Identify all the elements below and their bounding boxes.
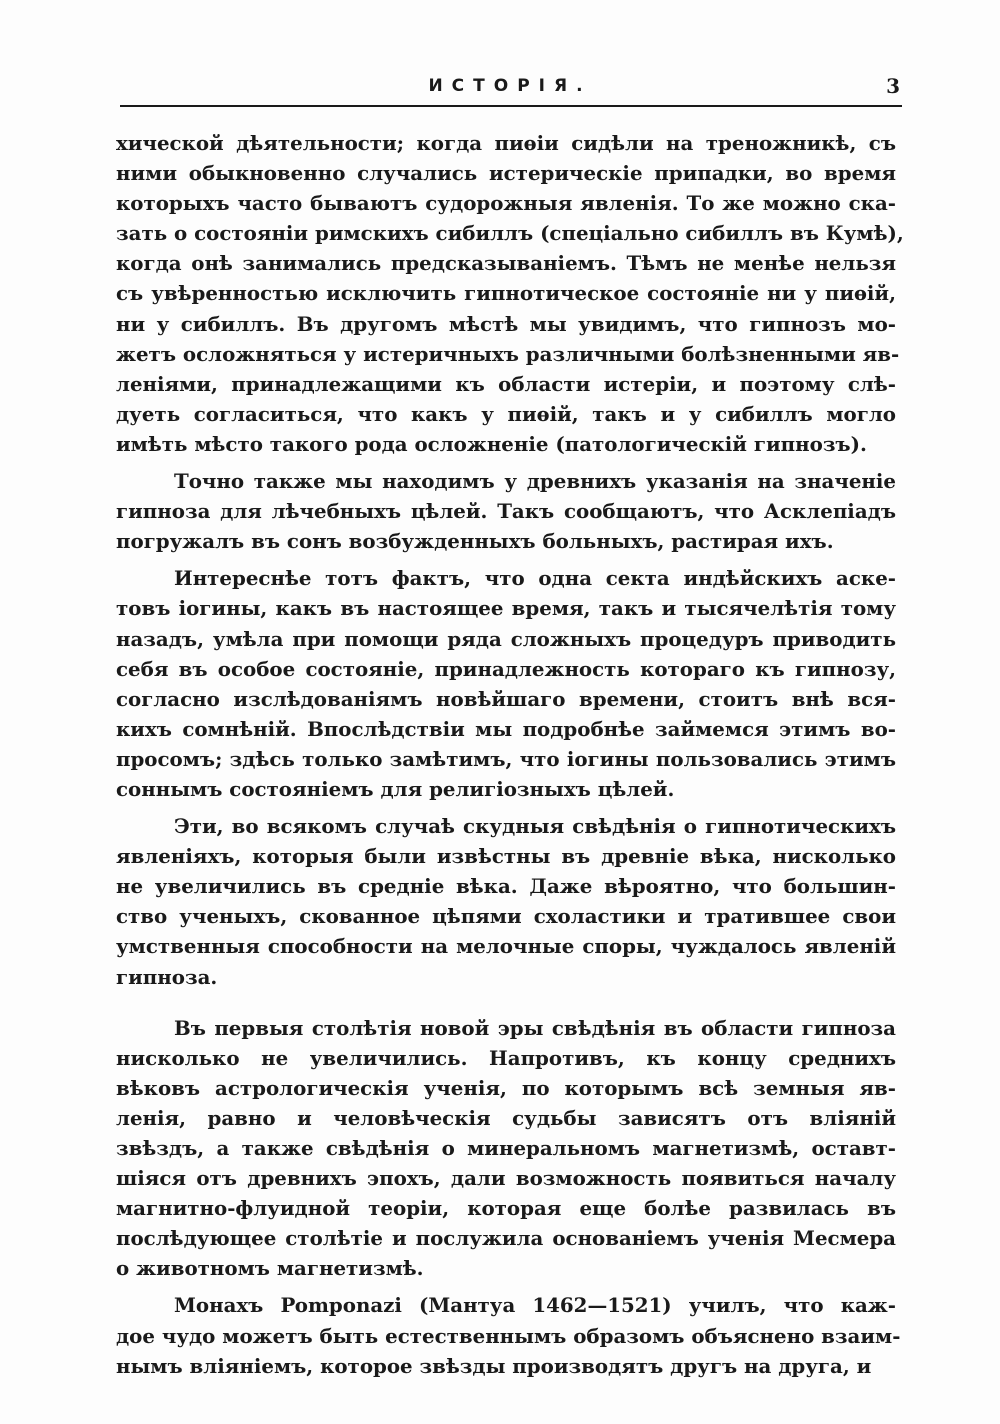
- text-line: леніями, принадлежащими къ области истеріи, и поэтому слѣ-: [116, 371, 896, 396]
- running-title: ИСТОРІЯ.: [428, 76, 592, 96]
- text-line: явленіяхъ, которыя были извѣстны въ древніе вѣка, нисколько: [116, 844, 896, 869]
- header-rule: [120, 105, 902, 107]
- paragraph: [116, 811, 896, 992]
- running-head: [120, 70, 900, 104]
- text-line: Интереснѣе тотъ фактъ, что одна секта индѣйскихъ аске-: [174, 566, 896, 591]
- text-line: о животномъ магнетизмѣ.: [116, 1256, 424, 1281]
- text-line: согласно изслѣдованіямъ новѣйшаго времени, стоитъ внѣ вся-: [116, 686, 896, 711]
- text-line: имѣть мѣсто такого рода осложненіе (патологическій гипнозъ).: [116, 431, 867, 456]
- text-line: Въ первыя столѣтія новой эры свѣдѣнія въ области гипноза: [174, 1015, 896, 1040]
- paragraph: [116, 466, 896, 556]
- text-line: ство ученыхъ, скованное цѣпями схоластики и тратившее свои: [116, 904, 896, 929]
- text-line: зать о состояніи римскихъ сибиллъ (спеціально сибиллъ въ Кумѣ),: [116, 221, 904, 246]
- text-line: соннымъ состояніемъ для религіозныхъ цѣлей.: [116, 776, 675, 801]
- text-line: съ увѣренностью исключить гипнотическое состояніе ни у пиѳій,: [116, 281, 896, 306]
- text-line: Эти, во всякомъ случаѣ скудныя свѣдѣнія о гипнотическихъ: [174, 814, 896, 839]
- text-line: которыхъ часто бываютъ судорожныя явленія. То же можно ска-: [116, 191, 896, 216]
- text-line: жетъ осложняться у истеричныхъ различными болѣзненными яв-: [116, 341, 900, 366]
- text-line: кихъ сомнѣній. Впослѣдствіи мы подробнѣе займемся этимъ во-: [116, 716, 896, 741]
- text-line: Монахъ Pomponazi (Мантуа 1462—1521) училъ, что каж-: [174, 1293, 896, 1318]
- text-line: шіяся отъ древнихъ эпохъ, дали возможность появиться началу: [116, 1166, 896, 1191]
- paragraph: [116, 128, 904, 459]
- text-line: нисколько не увеличились. Напротивъ, къ концу среднихъ: [116, 1045, 896, 1070]
- text-line: умственныя способности на мелочные споры, чуждалось явленій: [116, 934, 896, 959]
- paragraph: [116, 1290, 901, 1380]
- text-line: нымъ вліяніемъ, которое звѣзды производятъ другъ на друга, и: [116, 1353, 872, 1378]
- text-line: себя въ особое состояніе, принадлежность котораго къ гипнозу,: [116, 656, 896, 681]
- text-line: послѣдующее столѣтіе и послужила основаніемъ ученія Месмера: [116, 1226, 896, 1251]
- text-line: товъ іогины, какъ въ настоящее время, такъ и тысячелѣтія тому: [116, 596, 896, 621]
- text-line: Точно также мы находимъ у древнихъ указанія на значеніе: [174, 469, 896, 494]
- paragraph: [116, 1013, 896, 1284]
- text-line: когда онѣ занимались предсказываніемъ. Тѣмъ не менѣе нельзя: [116, 251, 896, 276]
- text-line: просомъ; здѣсь только замѣтимъ, что іогины пользовались этимъ: [116, 746, 896, 771]
- paragraph: [116, 563, 896, 804]
- body-text: [116, 128, 904, 1388]
- text-line: погружалъ въ сонъ возбужденныхъ больныхъ, растирая ихъ.: [116, 529, 834, 554]
- text-line: магнитно-флуидной теоріи, которая еще болѣе развилась въ: [116, 1196, 896, 1221]
- text-line: звѣздъ, а также свѣдѣнія о минеральномъ магнетизмѣ, оставт-: [116, 1136, 896, 1160]
- section-gap: [116, 999, 896, 1013]
- text-line: назадъ, умѣла при помощи ряда сложныхъ процедуръ приводить: [116, 626, 896, 651]
- text-line: дое чудо можетъ быть естественнымъ образомъ объяснено взаим-: [116, 1323, 901, 1348]
- text-line: ними обыкновенно случались истерическіе припадки, во время: [116, 161, 896, 186]
- text-line: дуеть согласиться, что какъ у пиѳій, такъ и у сибиллъ могло: [116, 401, 896, 426]
- text-line: ленія, равно и человѣческія судьбы зависятъ отъ вліяній: [116, 1105, 896, 1130]
- page-number: 3: [886, 74, 900, 98]
- text-line: хической дѣятельности; когда пиѳіи сидѣли на треножникѣ, съ: [116, 131, 896, 155]
- text-line: ни у сибиллъ. Въ другомъ мѣстѣ мы увидимъ, что гипнозъ мо-: [116, 311, 896, 336]
- text-line: гипноза для лѣчебныхъ цѣлей. Такъ сообщаютъ, что Асклепіадъ: [116, 499, 896, 524]
- text-line: не увеличились въ средніе вѣка. Даже вѣроятно, что большин-: [116, 874, 896, 899]
- text-line: вѣковъ астрологическія ученія, по которымъ всѣ земныя яв-: [116, 1075, 896, 1100]
- text-line: гипноза.: [116, 964, 218, 989]
